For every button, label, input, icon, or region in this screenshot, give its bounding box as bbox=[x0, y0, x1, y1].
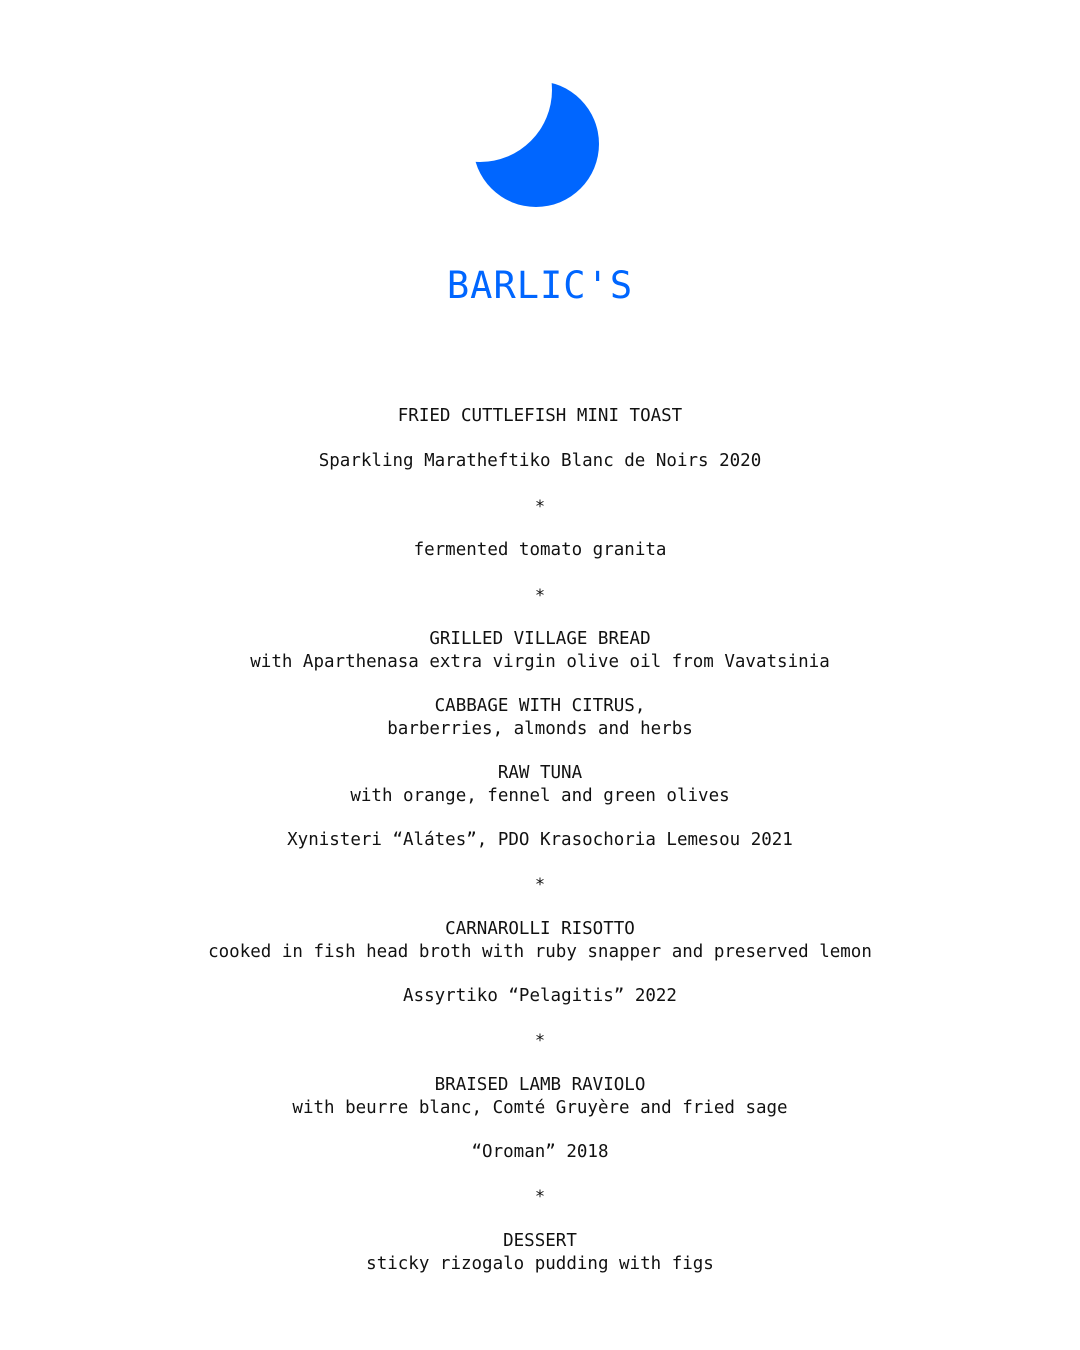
dish-title: CABBAGE WITH CITRUS, bbox=[434, 696, 646, 716]
dish-title: fermented tomato granita bbox=[413, 540, 667, 560]
wine-pairing: Xynisteri “Alátes”, PDO Krasochoria Lemesou 2021 bbox=[287, 830, 793, 850]
course-separator: * bbox=[534, 1187, 546, 1207]
course-separator: * bbox=[534, 1031, 546, 1051]
course-separator: * bbox=[534, 875, 546, 895]
dish-title: CARNAROLLI RISOTTO bbox=[445, 919, 635, 939]
dish-title: FRIED CUTTLEFISH MINI TOAST bbox=[397, 406, 683, 426]
wine-pairing: “Oroman” 2018 bbox=[471, 1142, 609, 1162]
dish-description: sticky rizogalo pudding with figs bbox=[366, 1254, 714, 1274]
course-separator: * bbox=[534, 497, 546, 517]
dish-title: GRILLED VILLAGE BREAD bbox=[429, 629, 651, 649]
wine-pairing: Assyrtiko “Pelagitis” 2022 bbox=[403, 986, 677, 1006]
dish-description: cooked in fish head broth with ruby snapper and preserved lemon bbox=[208, 942, 872, 962]
dish-description: barberries, almonds and herbs bbox=[387, 719, 693, 739]
dish-description: with Aparthenasa extra virgin olive oil from Vavatsinia bbox=[250, 652, 830, 672]
dish-title: DESSERT bbox=[503, 1231, 577, 1251]
course-separator: * bbox=[534, 586, 546, 606]
restaurant-name: BARLIC'S bbox=[446, 264, 634, 307]
dish-description: with beurre blanc, Comté Gruyère and fried sage bbox=[292, 1098, 788, 1118]
dish-description: with orange, fennel and green olives bbox=[350, 786, 730, 806]
wine-pairing: Sparkling Maratheftiko Blanc de Noirs 2020 bbox=[318, 451, 762, 471]
dish-title: BRAISED LAMB RAVIOLO bbox=[434, 1075, 646, 1095]
dish-title: RAW TUNA bbox=[497, 763, 583, 783]
crescent-moon-icon bbox=[472, 78, 600, 210]
